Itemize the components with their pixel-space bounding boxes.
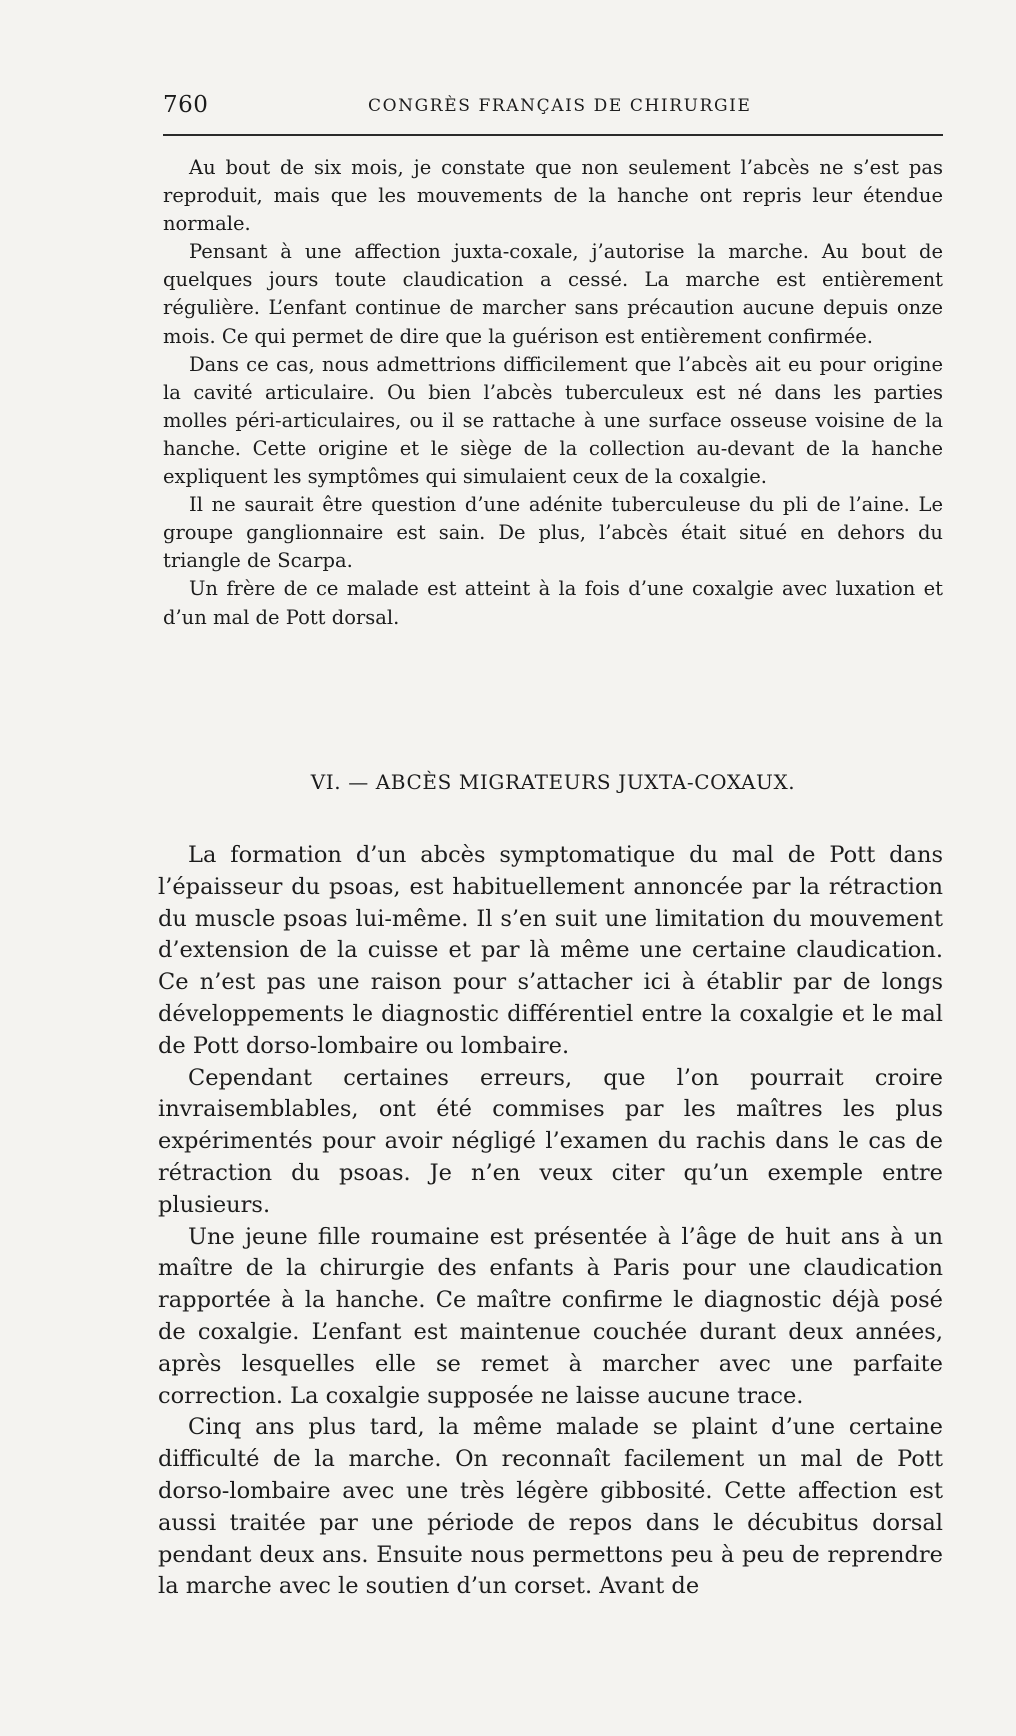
paragraph: Au bout de six mois, je constate que non seulement l’abcès ne s’est pas reproduit, mais que les mouvements de la hanche ont repris leur étendue normale. [163, 156, 943, 236]
running-title: CONGRÈS FRANÇAIS DE CHIRURGIE [368, 96, 752, 116]
paragraph: Pensant à une affection juxta-coxale, j’autorise la marche. Au bout de quelques jours toute claudication a cessé. La marche est entièrement régulière. L’enfant continue de marcher sans précaution aucune depuis onze mois. Ce qui permet de dire que la guérison est entièrement confirmée. [163, 240, 943, 348]
section-body-text [158, 840, 943, 1603]
paragraph: Dans ce cas, nous admettrions difficilement que l’abcès ait eu pour origine la cavité articulaire. Ou bien l’abcès tuberculeux est né dans les parties molles péri-articulaires, ou il se rattache à une surface osseuse voisine de la hanche. Cette origine et le siège de la collection au-devant de la hanche expliquent les symptômes qui simulaient ceux de la coxalgie. [163, 352, 943, 489]
paragraph: Un frère de ce malade est atteint à la fois d’une coxalgie avec luxation et d’un mal de Pott dorsal. [163, 577, 943, 629]
paragraph: Cinq ans plus tard, la même malade se plaint d’une certaine difficulté de la marche. On reconnaît facilement un mal de Pott dorso-lombaire avec une très légère gibbosité. Cette affection est aussi traitée par une période de repos dans le décubitus dorsal pendant deux ans. Ensuite nous permettons peu à peu de reprendre la marche avec le soutien d’un corset. Avant de [158, 1414, 943, 1600]
paragraph: Une jeune fille roumaine est présentée à l’âge de huit ans à un maître de la chirurgie des enfants à Paris pour une claudication rapportée à la hanche. Ce maître confirme le diagnostic déjà posé de coxalgie. L’enfant est maintenue couchée durant deux années, après lesquelles elle se remet à marcher avec une parfaite correction. La coxalgie supposée ne laisse aucune trace. [158, 1223, 943, 1409]
page-number: 760 [163, 92, 209, 118]
header-rule [163, 134, 943, 136]
paragraph: Il ne saurait être question d’une adénite tuberculeuse du pli de l’aine. Le groupe ganglionnaire est sain. De plus, l’abcès était situé en dehors du triangle de Scarpa. [163, 493, 943, 573]
case-report-text [163, 154, 943, 632]
paragraph: La formation d’un abcès symptomatique du mal de Pott dans l’épaisseur du psoas, est habituellement annoncée par la rétraction du muscle psoas lui-même. Il s’en suit une limitation du mouvement d’extension de la cuisse et par là même une certaine claudication. Ce n’est pas une raison pour s’attacher ici à établir par de longs développements le diagnostic différentiel entre la coxalgie et le mal de Pott dorso-lombaire ou lombaire. [158, 842, 943, 1059]
section-heading: VI. — ABCÈS MIGRATEURS JUXTA-COXAUX. [310, 770, 796, 794]
page-header [163, 92, 943, 124]
paragraph: Cependant certaines erreurs, que l’on pourrait croire invraisemblables, ont été commises par les maîtres les plus expérimentés pour avoir négligé l’examen du rachis dans le cas de rétraction du psoas. Je n’en veux citer qu’un exemple entre plusieurs. [158, 1064, 943, 1218]
